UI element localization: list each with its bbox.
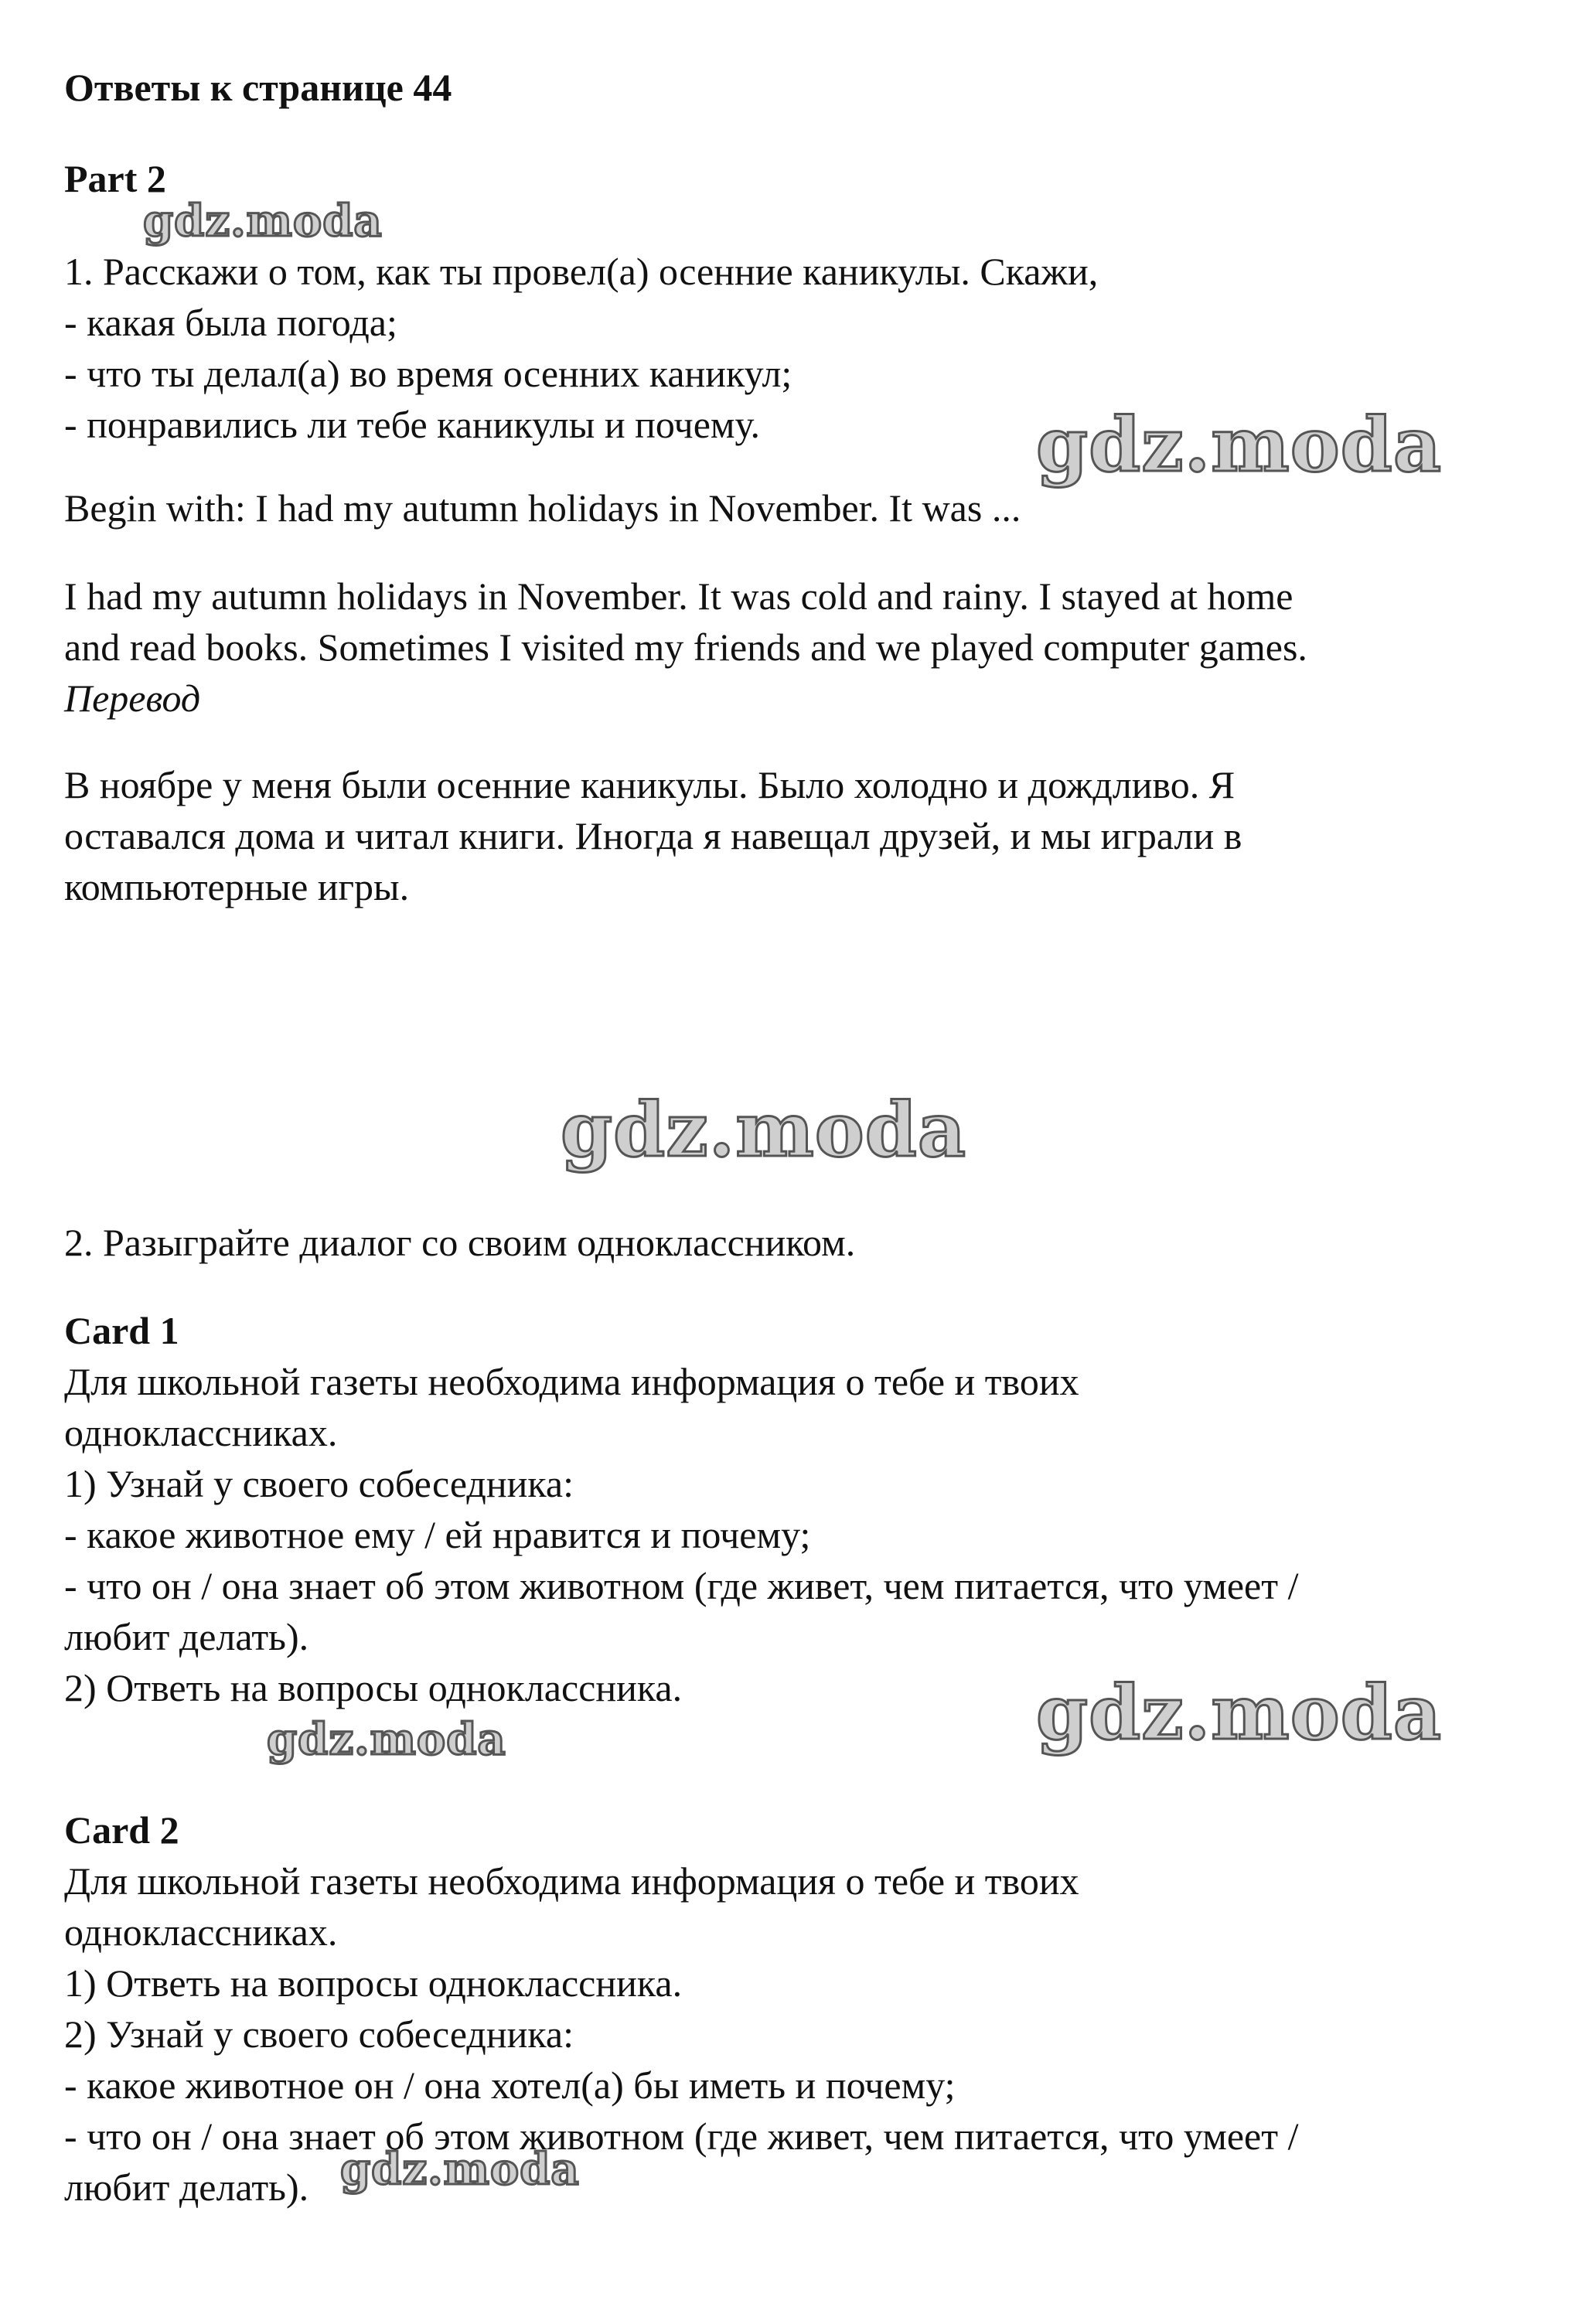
- task1-line: - понравились ли тебе каникулы и почему.: [64, 403, 761, 446]
- watermark-logo: gdz.moda: [143, 196, 383, 247]
- begin-with-line: Begin with: I had my autumn holidays in November. It was ...: [64, 486, 1021, 530]
- card2-line: - что он / она знает об этом животном (где живет, чем питается, что умеет /: [64, 2114, 1299, 2158]
- card1-title: Card 1: [64, 1309, 179, 1352]
- card1-line: - какое животное ему / ей нравится и почему;: [64, 1513, 811, 1556]
- watermark-logo: gdz.moda: [561, 1086, 967, 1174]
- watermark-logo: gdz.moda: [340, 2144, 580, 2195]
- task2-title: 2. Разыграйте диалог со своим одноклассником.: [64, 1221, 856, 1264]
- task1-line: - что ты делал(а) во время осенних каникул;: [64, 352, 792, 395]
- watermark-logo: gdz.moda: [267, 1714, 506, 1765]
- card2-line: любит делать).: [64, 2166, 309, 2209]
- card2-line: - какое животное он / она хотел(а) бы иметь и почему;: [64, 2063, 956, 2107]
- card2-line: 2) Узнай у своего собеседника:: [64, 2012, 574, 2056]
- answer-line: I had my autumn holidays in November. It was cold and rainy. I stayed at home: [64, 574, 1293, 618]
- watermark-logo: gdz.moda: [1036, 1669, 1443, 1757]
- answer-line: and read books. Sometimes I visited my friends and we played computer games.: [64, 625, 1307, 669]
- card1-line: одноклассниках.: [64, 1411, 338, 1454]
- card1-line: 2) Ответь на вопросы одноклассника.: [64, 1666, 683, 1709]
- card1-line: - что он / она знает об этом животном (где живет, чем питается, что умеет /: [64, 1564, 1299, 1607]
- page-heading: Ответы к странице 44: [64, 66, 452, 109]
- card1-line: любит делать).: [64, 1615, 309, 1658]
- task1-line: 1. Расскажи о том, как ты провел(а) осенние каникулы. Скажи,: [64, 250, 1099, 293]
- card1-line: 1) Узнай у своего собеседника:: [64, 1462, 574, 1505]
- task1-line: - какая была погода;: [64, 301, 397, 344]
- translation-line: В ноябре у меня были осенние каникулы. Было холодно и дождливо. Я: [64, 763, 1235, 806]
- card1-line: Для школьной газеты необходима информация о тебе и твоих: [64, 1360, 1079, 1403]
- translation-line: оставался дома и читал книги. Иногда я навещал друзей, и мы играли в: [64, 814, 1242, 857]
- part-label: Part 2: [64, 157, 166, 200]
- translation-label: Перевод: [64, 676, 201, 720]
- watermark-logo: gdz.moda: [1036, 401, 1443, 489]
- card2-line: Для школьной газеты необходима информация о тебе и твоих: [64, 1859, 1079, 1903]
- card2-line: одноклассниках.: [64, 1910, 338, 1954]
- card2-line: 1) Ответь на вопросы одноклассника.: [64, 1961, 683, 2005]
- card2-title: Card 2: [64, 1808, 179, 1852]
- translation-line: компьютерные игры.: [64, 865, 410, 908]
